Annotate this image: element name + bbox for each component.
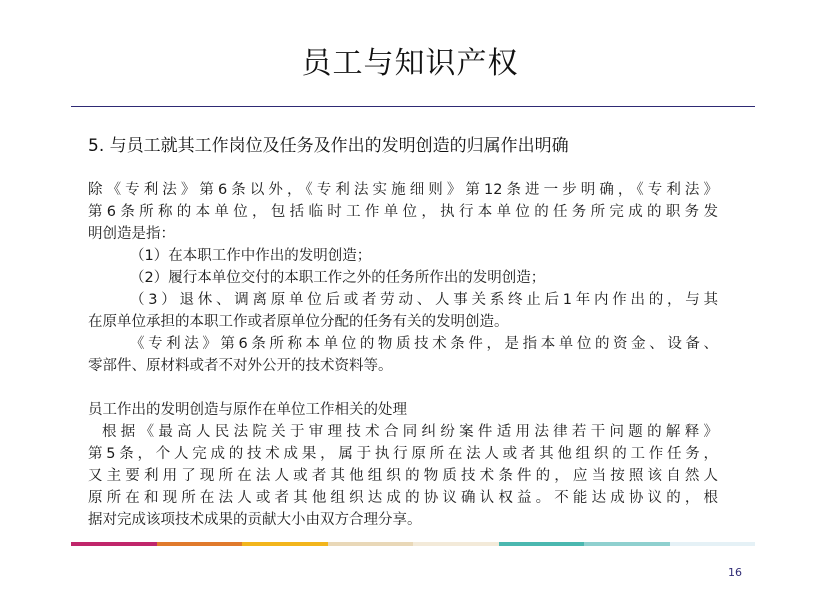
footer-color-segment xyxy=(157,542,243,546)
body-line: 第6条所称的本单位，包括临时工作单位，执行本单位的任务所完成的职务发 xyxy=(88,204,718,220)
footer-color-segment xyxy=(499,542,585,546)
body-line: 原所在和现所在法人或者其他组织达成的协议确认权益。不能达成协议的，根 xyxy=(88,490,718,506)
body-line: 又主要利用了现所在法人或者其他组织的物质技术条件的，应当按照该自然人 xyxy=(88,468,718,484)
body-line: 零部件、原材料或者不对外公开的技术资料等。 xyxy=(88,358,393,374)
body-line: 第5条，个人完成的技术成果，属于执行原所在法人或者其他组织的工作任务， xyxy=(88,446,718,462)
body-line: 据对完成该项技术成果的贡献大小由双方合理分享。 xyxy=(88,512,422,528)
footer-color-segment xyxy=(242,542,328,546)
blank-line xyxy=(88,377,718,399)
title-divider xyxy=(71,106,755,107)
footer-color-segment xyxy=(413,542,499,546)
body-line: 除《专利法》第6条以外，《专利法实施细则》第12条进一步明确，《专利法》 xyxy=(88,182,718,198)
footer-color-segment xyxy=(670,542,756,546)
body-text xyxy=(88,179,718,531)
footer-color-bar xyxy=(71,542,755,546)
body-line: （3）退休、调离原单位后或者劳动、人事关系终止后1年内作出的，与其 xyxy=(130,292,718,308)
body-line: 明创造是指： xyxy=(88,226,175,242)
body-line: 根据《最高人民法院关于审理技术合同纠纷案件适用法律若干问题的解释》 xyxy=(102,424,718,440)
slide-title: 员工与知识产权 xyxy=(301,46,519,81)
section-heading: 5. 与员工就其工作岗位及任务及作出的发明创造的归属作出明确 xyxy=(88,136,569,156)
body-line: （1）在本职工作中作出的发明创造； xyxy=(130,248,372,264)
page-number: 16 xyxy=(728,566,742,579)
footer-color-segment xyxy=(584,542,670,546)
body-line: （2）履行本单位交付的本职工作之外的任务所作出的发明创造； xyxy=(130,270,546,286)
footer-color-segment xyxy=(328,542,414,546)
body-line: 《专利法》第6条所称本单位的物质技术条件，是指本单位的资金、设备、 xyxy=(130,336,718,352)
body-line: 在原单位承担的本职工作或者原单位分配的任务有关的发明创造。 xyxy=(88,314,509,330)
footer-color-segment xyxy=(71,542,157,546)
body-line: 员工作出的发明创造与原作在单位工作相关的处理 xyxy=(88,402,407,418)
